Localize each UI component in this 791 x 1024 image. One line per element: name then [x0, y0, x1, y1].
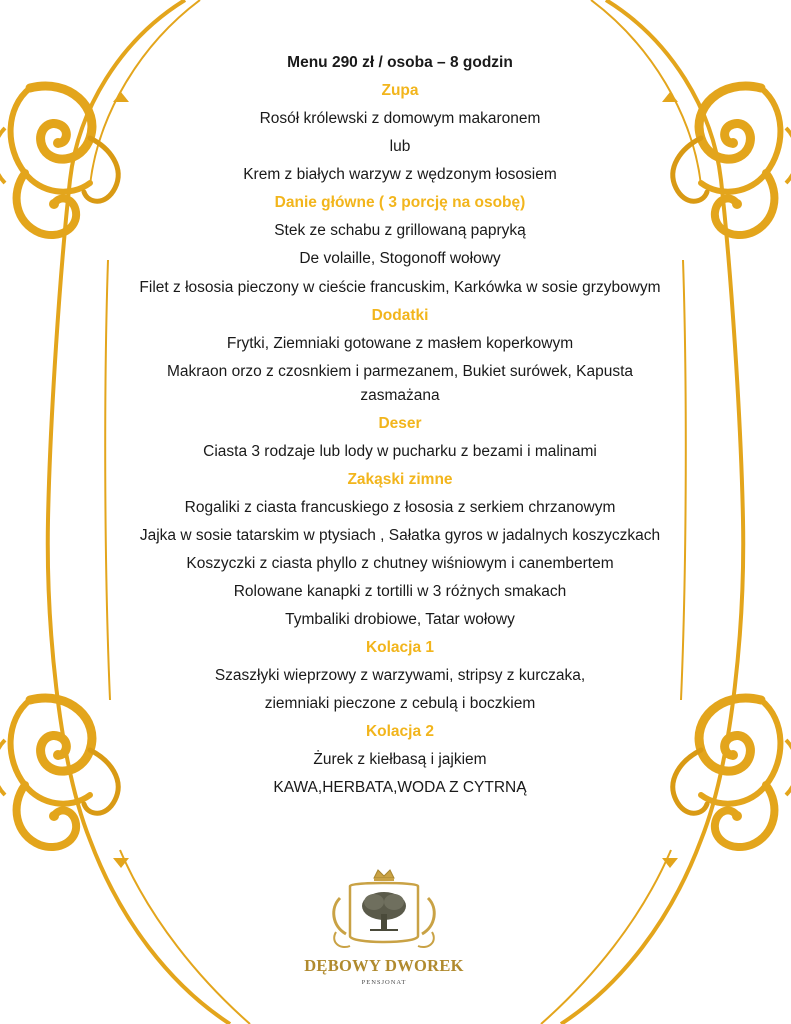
section-heading-dodatki: Dodatki: [371, 307, 429, 324]
menu-item: Szaszłyki wieprzowy z warzywami, stripsy z kurczaka,: [214, 667, 586, 684]
oak-tree-icon: [362, 892, 406, 930]
menu-item: Filet z łososia pieczony w cieście francuskim, Karkówka w sosie grzybowym: [139, 279, 661, 296]
menu-item: zasmażana: [360, 387, 440, 404]
menu-item: Rogaliki z ciasta francuskiego z łososia z serkiem chrzanowym: [184, 499, 616, 516]
section-heading-kolacja-2: Kolacja 2: [365, 723, 435, 740]
menu-title: Menu 290 zł / osoba – 8 godzin: [287, 54, 513, 71]
menu-item: Ciasta 3 rodzaje lub lody w pucharku z bezami i malinami: [203, 443, 597, 460]
section-heading-zakaski: Zakąski zimne: [347, 471, 453, 488]
crown-icon: [374, 870, 394, 881]
section-heading-zupa: Zupa: [381, 82, 419, 99]
menu-item: KAWA,HERBATA,WODA Z CYTRNĄ: [273, 779, 527, 796]
menu-item: Żurek z kiełbasą i jajkiem: [313, 751, 487, 768]
logo-emblem: [300, 868, 468, 958]
menu-item: Frytki, Ziemniaki gotowane z masłem koperkowym: [226, 335, 574, 352]
menu-item: Tymbaliki drobiowe, Tatar wołowy: [285, 611, 515, 628]
menu-item: Makraon orzo z czosnkiem i parmezanem, Bukiet surówek, Kapusta: [166, 363, 634, 380]
debowy-dworek-logo: [300, 868, 468, 998]
menu-item: Stek ze schabu z grillowaną papryką: [274, 222, 526, 239]
menu-item: Rolowane kanapki z tortilli w 3 różnych smakach: [233, 583, 567, 600]
menu-item: Koszyczki z ciasta phyllo z chutney wiśniowym i canembertem: [186, 555, 614, 572]
menu-item: Krem z białych warzyw z wędzonym łososiem: [243, 166, 557, 183]
section-heading-deser: Deser: [378, 415, 422, 432]
section-heading-danie-glowne: Danie główne ( 3 porcję na osobę): [274, 194, 526, 211]
logo-subtitle: PENSJONAT: [361, 979, 407, 986]
menu-item: ziemniaki pieczone z cebulą i boczkiem: [264, 695, 536, 712]
logo-name: DĘBOWY DWOREK: [304, 956, 464, 975]
section-heading-kolacja-1: Kolacja 1: [365, 639, 435, 656]
menu-item: De volaille, Stogonoff wołowy: [299, 250, 501, 267]
menu-item: lub: [389, 138, 411, 155]
menu-item: Rosół królewski z domowym makaronem: [259, 110, 541, 127]
menu-item: Jajka w sosie tatarskim w ptysiach , Sałatka gyros w jadalnych koszyczkach: [139, 527, 661, 544]
